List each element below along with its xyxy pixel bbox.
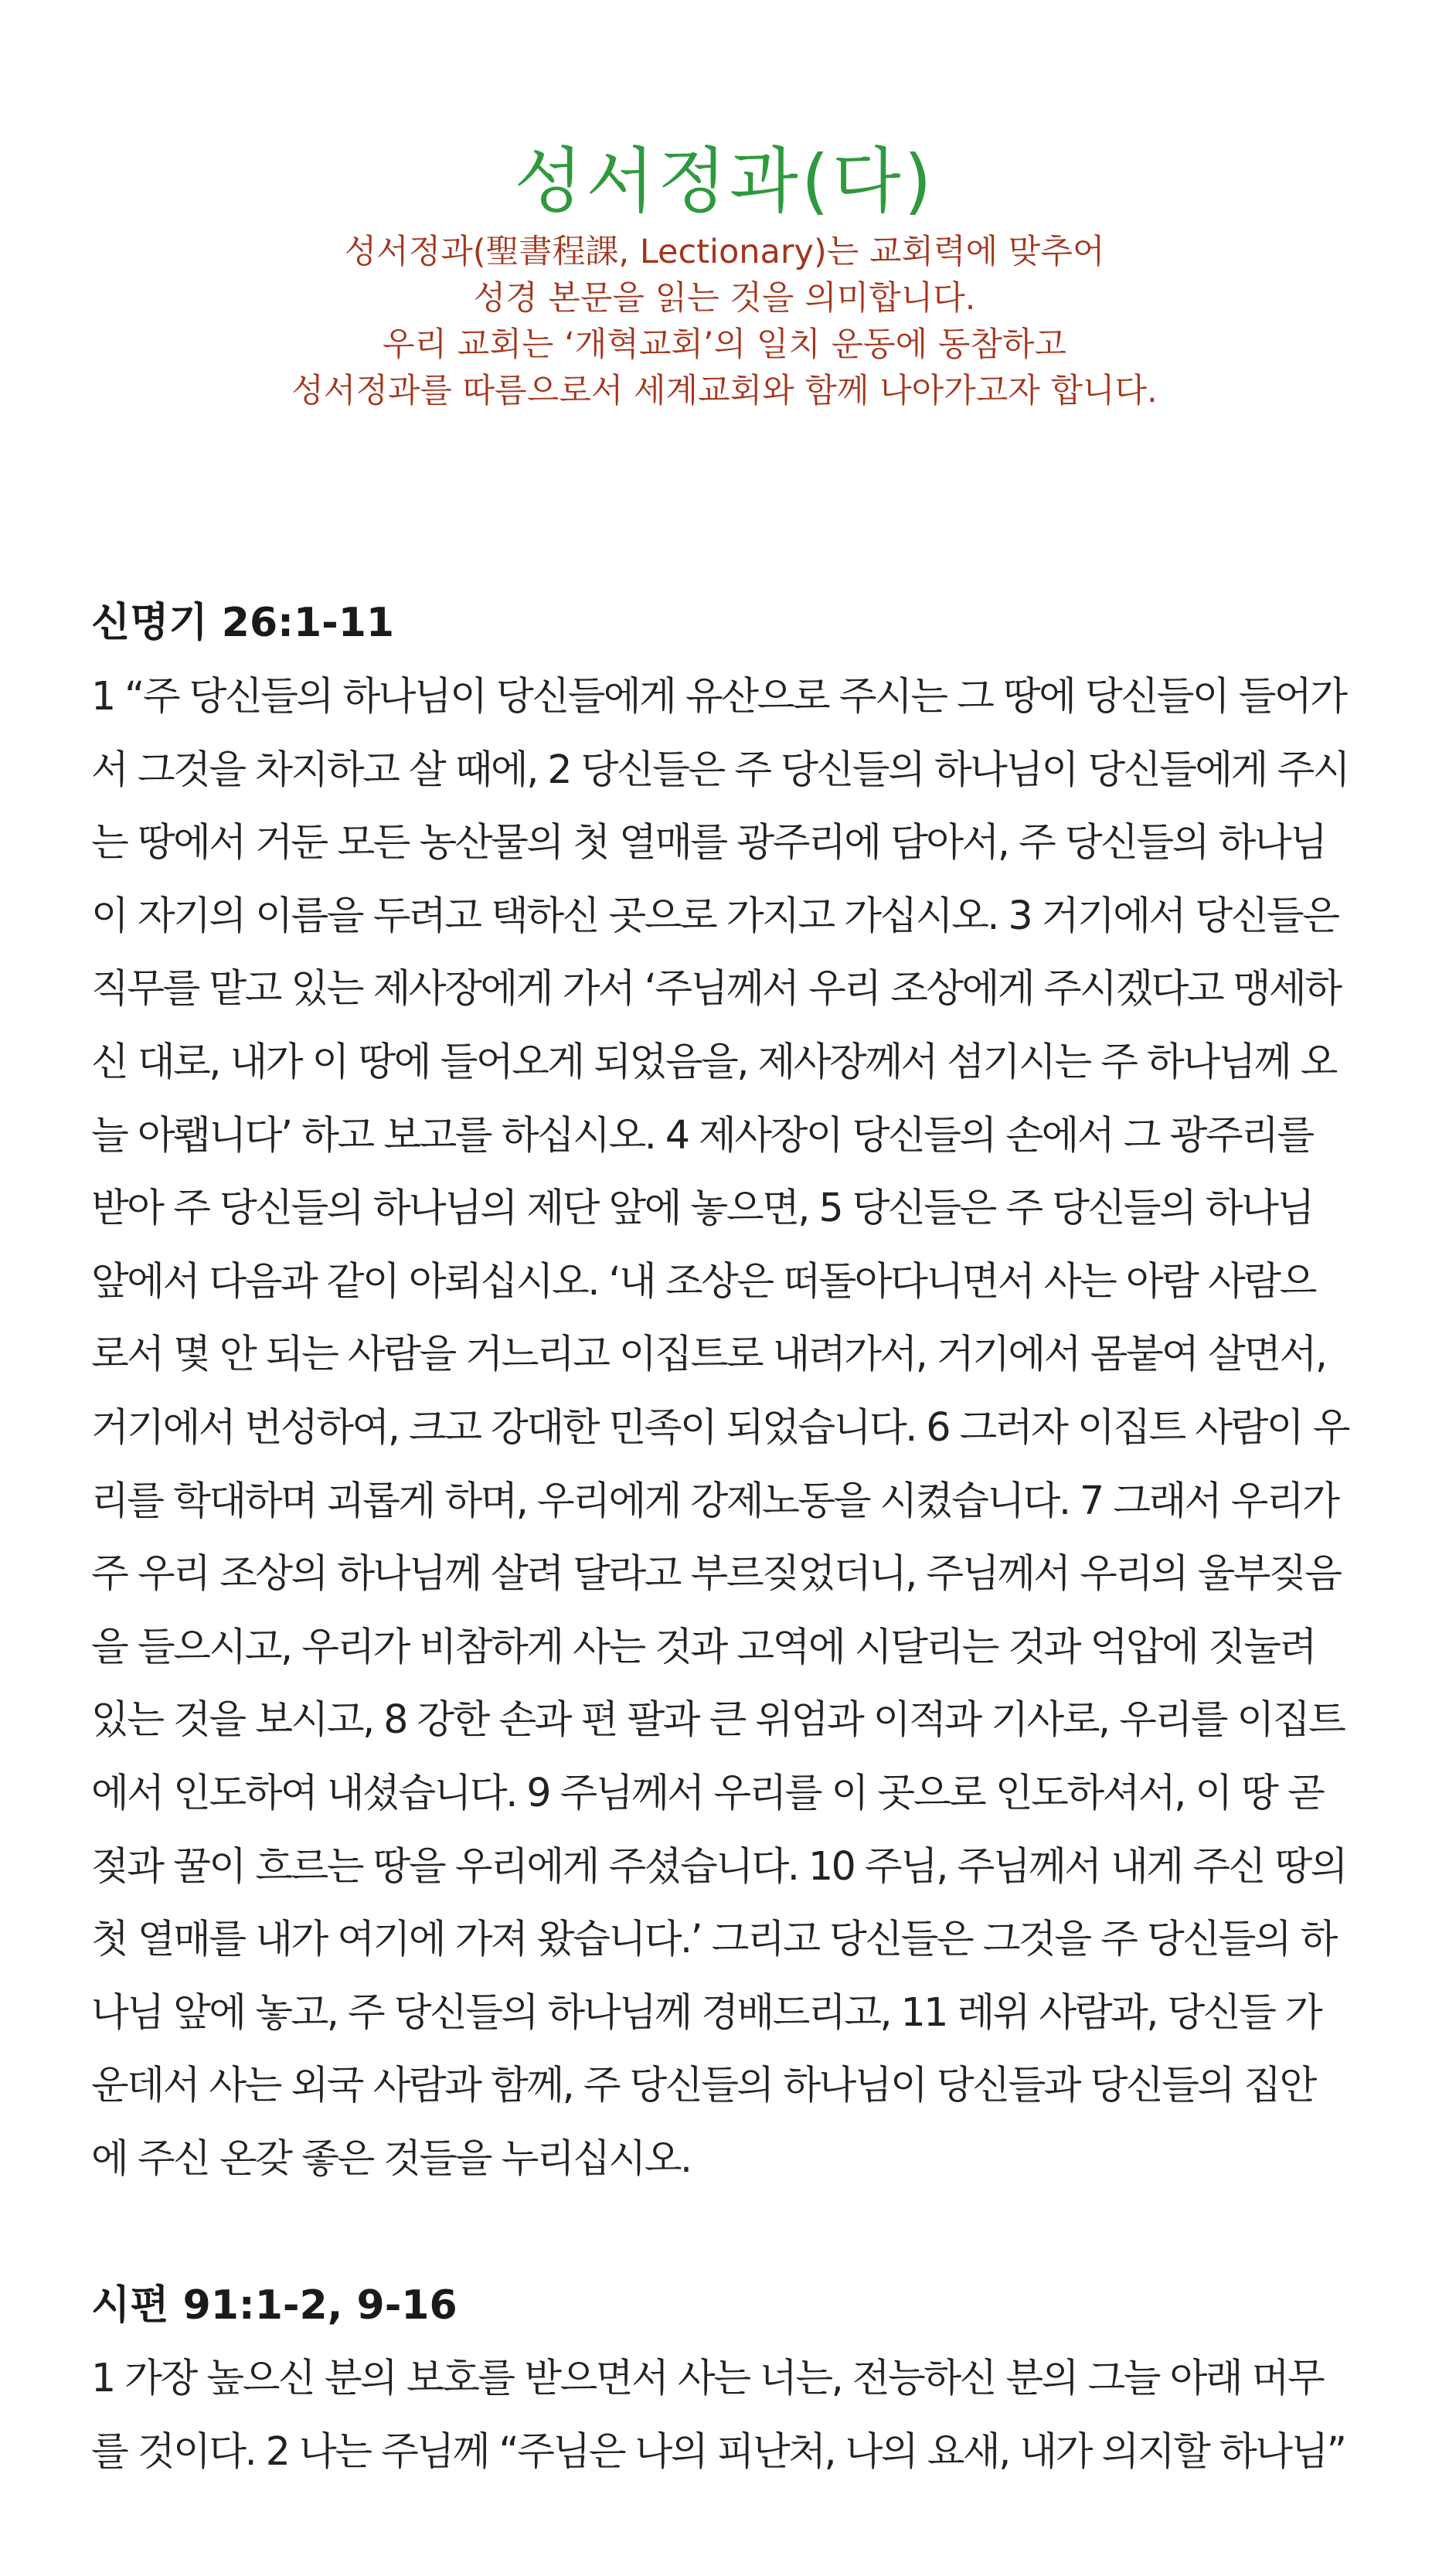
text-line: 는 땅에서 거둔 모든 농산물의 첫 열매를 광주리에 담아서, 주 당신들의 하나님 — [91, 819, 1326, 866]
text-line: 신 대로, 내가 이 땅에 들어오게 되었음을, 제사장께서 섬기시는 주 하나님께 오 — [91, 1038, 1336, 1084]
text-line: 에서 인도하여 내셨습니다. 9 주님께서 우리를 이 곳으로 인도하셔서, 이 땅 곧 — [91, 1769, 1324, 1815]
reading-reference: 시편 91:1-2, 9-16 — [91, 2282, 457, 2329]
intro-line: 성경 본문을 읽는 것을 의미합니다. — [473, 279, 976, 318]
text-line: 젖과 꿀이 흐르는 땅을 우리에게 주셨습니다. 10 주님, 주님께서 내게 주신 땅의 — [91, 1843, 1346, 1889]
text-line: 늘 아뢥니다’ 하고 보고를 하십시오. 4 제사장이 당신들의 손에서 그 광주리를 — [91, 1111, 1313, 1158]
reading-text — [91, 2342, 1374, 2488]
reading-text — [91, 660, 1374, 2195]
intro-line: 우리 교회는 ‘개혁교회’의 일치 운동에 동참하고 — [383, 325, 1066, 364]
text-line: 직무를 맡고 있는 제사장에게 가서 ‘주님께서 우리 조상에게 주시겠다고 맹세하 — [91, 965, 1341, 1012]
text-line: 있는 것을 보시고, 8 강한 손과 편 팔과 큰 위엄과 이적과 기사로, 우리를 이집트 — [91, 1696, 1345, 1743]
text-line: 나님 앞에 놓고, 주 당신들의 하나님께 경배드리고, 11 레위 사람과, 당신들 가 — [91, 1989, 1321, 2035]
text-line: 주 우리 조상의 하나님께 살려 달라고 부르짖었더니, 주님께서 우리의 울부짖음 — [91, 1550, 1341, 1597]
page-title: 성서정과(다) — [514, 139, 935, 223]
text-line: 운데서 사는 외국 사람과 함께, 주 당신들의 하나님이 당신들과 당신들의 집안 — [91, 2062, 1315, 2108]
text-line: 리를 학대하며 괴롭게 하며, 우리에게 강제노동을 시켰습니다. 7 그래서 우리가 — [91, 1477, 1338, 1523]
text-line: 받아 주 당신들의 하나님의 제단 앞에 놓으면, 5 당신들은 주 당신들의 하나님 — [91, 1185, 1313, 1231]
text-line: 로서 몇 안 되는 사람을 거느리고 이집트로 내려가서, 거기에서 몸붙여 살면서, — [91, 1331, 1326, 1377]
text-line: 서 그것을 차지하고 살 때에, 2 당신들은 주 당신들의 하나님이 당신들에게 주시 — [91, 746, 1349, 792]
intro-line: 성서정과를 따름으로서 세계교회와 함께 나아가고자 합니다. — [291, 372, 1158, 410]
text-line: 첫 열매를 내가 여기에 가져 왔습니다.’ 그리고 당신들은 그것을 주 당신들의 하 — [91, 1916, 1336, 1962]
reading-reference: 신명기 26:1-11 — [91, 600, 395, 646]
lectionary-intro — [0, 229, 1449, 414]
text-line: 거기에서 번성하여, 크고 강대한 민족이 되었습니다. 6 그러자 이집트 사람이 우 — [91, 1404, 1349, 1450]
text-line: 1 “주 당신들의 하나님이 당신들에게 유산으로 주시는 그 땅에 당신들이 들어가 — [91, 673, 1346, 719]
text-line: 을 들으시고, 우리가 비참하게 사는 것과 고역에 시달리는 것과 억압에 짓눌려 — [91, 1623, 1315, 1669]
intro-line: 성서정과(聖書程課, Lectionary)는 교회력에 맞추어 — [344, 233, 1105, 271]
text-line: 에 주신 온갖 좋은 것들을 누리십시오. — [91, 2135, 691, 2181]
text-line: 를 것이다. 2 나는 주님께 “주님은 나의 피난처, 나의 요새, 내가 의지할 하나님” — [91, 2428, 1345, 2474]
text-line: 앞에서 다음과 같이 아뢰십시오. ‘내 조상은 떠돌아다니면서 사는 아람 사람으 — [91, 1257, 1315, 1304]
text-line: 이 자기의 이름을 두려고 택하신 곳으로 가지고 가십시오. 3 거기에서 당신들은 — [91, 892, 1338, 938]
text-line: 1 가장 높으신 분의 보호를 받으면서 사는 너는, 전능하신 분의 그늘 아래 머무 — [91, 2355, 1324, 2401]
